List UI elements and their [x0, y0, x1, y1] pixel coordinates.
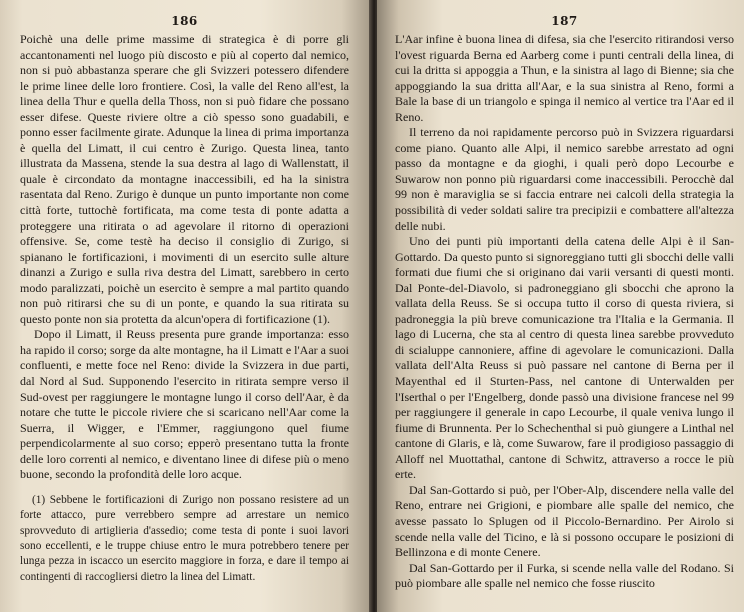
footnote-text: (1) Sebbene le fortificazioni di Zurigo non possano resistere ad un forte attacco, pure verrebbero sempre ad arrestare un nemico sprovveduto di artiglieria d'assedio; come testa di ponte i suoi lavori sono eccellenti, e le truppe chiuse entro le mura potrebbero tenere per lunga pezza in iscacco un esercito maggiore in forza, e dare il tempo ai contingenti di raccogliersi dietro la linea del Limatt. [20, 493, 349, 583]
right-page-number: 187 [551, 14, 578, 28]
right-page [377, 0, 744, 612]
right-paragraph-1: L'Aar infine è buona linea di difesa, sia che l'esercito ritirandosi verso l'ovest riguarda Berna ed Aarberg come i punti centrali della linea, di cui la dritta si appoggia a Thun, e la sinistra al lago di Bienne; sia che appoggiando la sua dritta all'Aar, e la sua sinistra al Reno, formi a Bale la base di un triangolo e spinga il nemico al vertice tra l'Aar ed il Reno. [395, 32, 734, 124]
left-page [0, 0, 371, 612]
footnote [20, 493, 349, 585]
left-page-body [20, 32, 349, 483]
right-paragraph-3: Uno dei punti più importanti della catena delle Alpi è il San-Gottardo. Da questo punto si signoreggiano tutti gli sbocchi delle valli formati due fiumi che si originano dai varii versanti di questi monti. Dal Ponte-del-Diavolo, si padroneggiano gli sbocchi che aprono la vallata della Reuss. Se si occupa tutto il corso di questa riviera, si padroneggia la più breve comunicazione tra l'Italia e la Germania. Il lago di Lucerna, che sta al centro di questa linea sarebbe provveduto di scialuppe cannoniere, affine di agevolare le comunicazioni. Dalla vallata dell'Alta Reuss si può passare nel cantone di Berna per il Mayenthal ed il Sturten-Pass, nel cantone di Unterwalden per l'Iserthal o per l'Engelberg, donde passò una divisione francese nel 99 per raggiungere il generale in capo Lecourbe, il quale veniva lungo il fiume di Brunnenta. Per lo Schechenthal si può giungere a Linthal nel cantone di Glaris, e là, come Suwarow, fare il prodigioso passaggio di Alloff nel Muottathal, cantone di Schwitz, attraverso a rocce le più erte. [395, 234, 734, 482]
right-paragraph-2: Il terreno da noi rapidamente percorso può in Svizzera riguardarsi come piano. Quanto alle Alpi, il nemico sarebbe arrestato ad ogni passo da montagne e da gioghi, i quali però dopo Lecourbe e Suwarow non ponno più riguardarsi come inaccessibili. Perocchè dal 99 non è maraviglia se si faccia entrare nei calcoli della strategia la possibilità di veder soldati salire tra precipizii e combattere all'altezza delle nubi. [395, 125, 734, 233]
left-paragraph-2: Dopo il Limatt, il Reuss presenta pure grande importanza: esso ha rapido il corso; sorge da alte montagne, ha il Limatt e l'Aar a suoi confluenti, e mette foce nel Reno: divide la Svizzera in due parti, dal Nord al Sud. Supponendo l'esercito in ritirata sempre verso il Sud-ovest per raggiungere le montagne lungo il corso dell'Aar, è da notare che tutte le piccole riviere che si scaricano nell'Aar come la Suerra, il Wigger, e l'Emmer, raggiungono quel fiume perpendicolarmente al suo corso; epperò presentano tutta la fronte delle loro correnti al nemico, e diventano linee di difese più o meno buone, secondo la profondità delle loro acque. [20, 327, 349, 482]
left-paragraph-1: Poichè una delle prime massime di strategica è di porre gli accantonamenti nel luogo più discosto e più al coperto dal nemico, non si può abbastanza sperare che gli Svizzeri potessero difendere le prime linee delle loro frontiere. Così, la valle del Reno all'est, la linea della Thur e quella della Thoss, non si può fidare che possano esser difese. Queste riviere oltre a ciò spesso sono guadabili, e ponno esser facilmente girate. Adunque la linea di prima importanza è quella del Limatt, il cui centro è Zurigo. Questa linea, tanto illustrata da Massena, stende la sua destra al lago di Wallenstatt, il quale è circondato da montagne inaccessibili, ed ha la sinistra rasentata dal Reno. Zurigo è dunque un punto importante non come città forte, tuttochè fortificata, ma come testa di ponte adatta a proteggere una ritirata o ad agevolare il ritorno di operazioni offensive. Se, come testè ha deciso il consiglio di Zurigo, si spianano le fortificazioni, i movimenti di un esercito sulle alture dinanzi a Zurigo e sulla riva destra del Limatt, sarebbero in certo modo paralizzati, poichè un esercito è sempre a mal partito quando non può ritirarsi che su di un ponte, e quando la sua ritirata su questo ponte non sia protetta da alcun'opera di fortificazione (1). [20, 32, 349, 326]
left-page-number: 186 [171, 14, 198, 28]
right-paragraph-5: Dal San-Gottardo per il Furka, si scende nella valle del Rodano. Si può piombare alle spalle nel nemico che fosse riuscito [395, 560, 734, 591]
right-page-body [395, 32, 734, 592]
right-paragraph-4: Dal San-Gottardo si può, per l'Ober-Alp, discendere nella valle del Reno, entrare nei Grigioni, e piombare alle spalle del nemico, che avesse passato lo Splugen od il Piccolo-Bernardino. Per Airolo si scende nella valle del Ticino, e là si possono occupare le posizioni di Bellinzona e di monte Cenere. [395, 482, 734, 560]
